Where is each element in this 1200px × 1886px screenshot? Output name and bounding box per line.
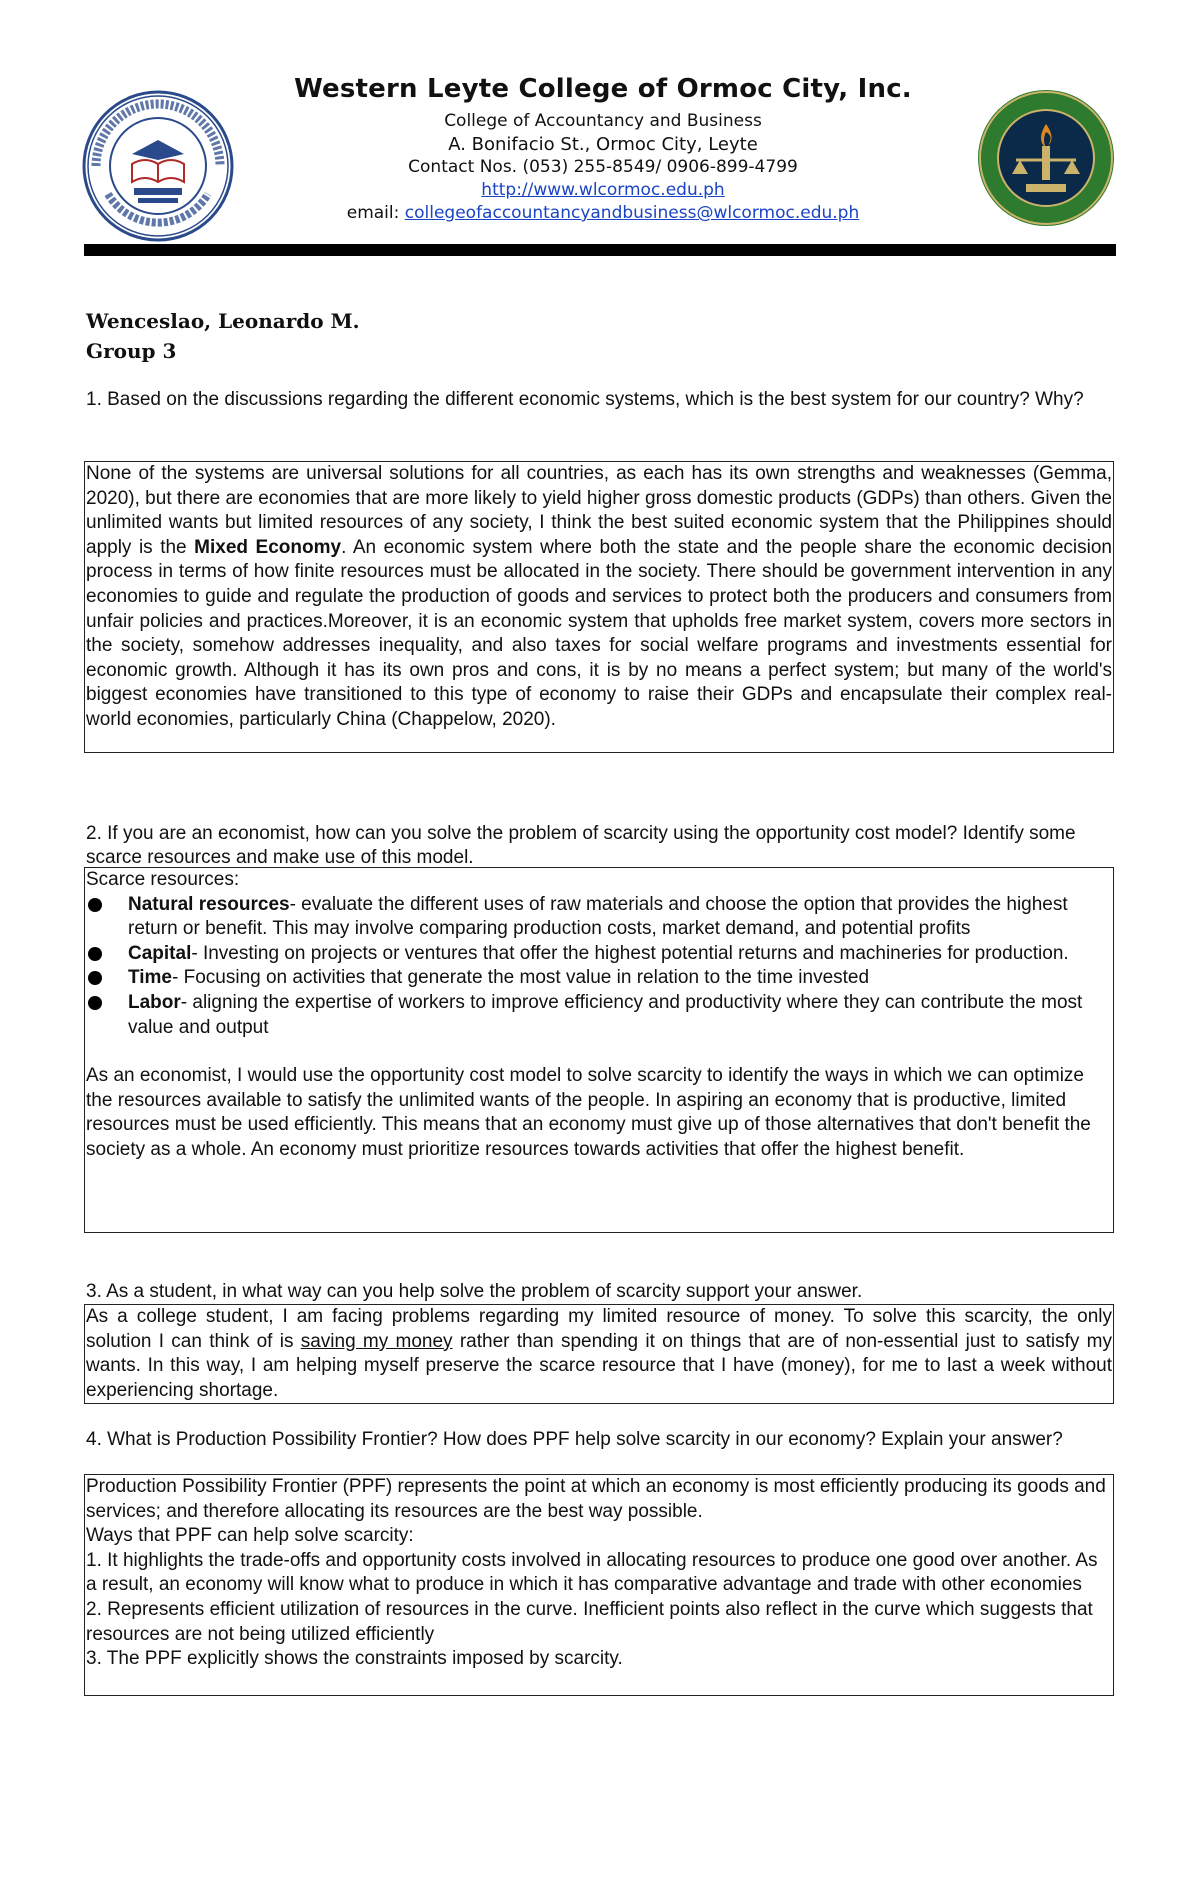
resource-desc: - Focusing on activities that generate the most value in relation to the time invested	[172, 967, 870, 989]
college-seal-icon	[82, 90, 234, 242]
resource-desc: - aligning the expertise of workers to improve efficiency and productivity where they can contribute the most value and output	[128, 991, 1083, 1038]
student-name: Wenceslao, Leonardo M.	[86, 309, 360, 333]
question-3: 3. As a student, in what way can you help solve the problem of scarcity support your answer.	[86, 1281, 863, 1302]
list-item	[86, 966, 1112, 991]
group-label: Group 3	[86, 339, 177, 363]
ppf-way-1: 1. It highlights the trade-offs and opportunity costs involved in allocating resources to produce one good over another. As a result, an economy will know what to produce in which it has comparative advantage and trade with other economies	[86, 1549, 1098, 1596]
email-link[interactable]: collegeofaccountancyandbusiness@wlcormoc.edu.ph	[404, 203, 860, 223]
answer-1-bold: Mixed Economy	[194, 536, 342, 558]
answer-2-conclusion: As an economist, I would use the opportunity cost model to solve scarcity to identify the ways in which we can optimize the resources available to satisfy the unlimited wants of the people. In aspiring an economy that is productive, limited resources must be used efficiently. This means that an economy must give up of those alternatives that don't benefit the society as a whole. An economy must prioritize resources towards activities that offer the highest benefit.	[86, 1065, 1091, 1160]
resource-desc: - evaluate the different uses of raw materials and choose the option that provides the highest return or benefit. This may involve comparing production costs, market demand, and potential profits	[128, 893, 1068, 940]
answer-3-underlined: saving my money	[300, 1330, 453, 1352]
list-item	[86, 942, 1112, 967]
ppf-way-3: 3. The PPF explicitly shows the constraints imposed by scarcity.	[86, 1648, 623, 1670]
accountancy-seal-icon	[976, 88, 1116, 228]
answer-4-box	[84, 1474, 1114, 1696]
list-item	[86, 991, 1112, 1040]
bullet-icon	[88, 996, 102, 1010]
email-label: email:	[346, 203, 405, 223]
question-1: 1. Based on the discussions regarding the different economic systems, which is the best system for our country? Why?	[86, 389, 1084, 410]
header-rule	[84, 244, 1116, 256]
letterhead	[80, 60, 1116, 250]
ppf-way-2: 2. Represents efficient utilization of resources in the curve. Inefficient points also reflect in the curve which suggests that resources are not being utilized efficiently	[86, 1598, 1093, 1645]
bullet-icon	[88, 971, 102, 985]
answer-1-box	[84, 461, 1114, 753]
student-info	[86, 306, 360, 366]
answer-3-text-b: rather than spending it on things that are of non-essential just to satisfy my wants. In this way, I am helping myself preserve the scarce resource that I have (money), for me to last a week without experiencing shortage.	[86, 1330, 1113, 1401]
question-4: 4. What is Production Possibility Frontier? How does PPF help solve scarcity in our economy? Explain your answer?	[86, 1429, 1063, 1450]
bullet-icon	[88, 898, 102, 912]
ppf-definition: Production Possibility Frontier (PPF) represents the point at which an economy is most efficiently producing its goods and services; and therefore allocating its resources are the best way possible.	[86, 1476, 1106, 1522]
contact-numbers: Contact Nos. (053) 255-8549/ 0906-899-4799	[408, 157, 798, 177]
letterhead-text	[240, 74, 966, 225]
college-name: College of Accountancy and Business	[444, 111, 762, 131]
scarce-resources-intro: Scarce resources:	[86, 869, 240, 890]
answer-3-text-a: As a college student, I am facing problems regarding my limited resource of money. To solve this scarcity, the only solution I can think of is	[86, 1306, 1112, 1352]
question-2: 2. If you are an economist, how can you solve the problem of scarcity using the opportunity cost model? Identify some scarce resources and make use of this model.	[86, 823, 1076, 868]
scarce-resources-list	[86, 893, 1112, 1041]
resource-desc: - Investing on projects or ventures that offer the highest potential returns and machineries for production.	[191, 942, 1069, 964]
website-link[interactable]: http://www.wlcormoc.edu.ph	[481, 180, 725, 200]
address: A. Bonifacio St., Ormoc City, Leyte	[448, 134, 758, 155]
answer-1-text-a: None of the systems are universal solutions for all countries, as each has its own strengths and weaknesses (Gemma, 2020), but there are economies that are more likely to yield higher gross domestic products (GDPs) than others. Given the unlimited wants but limited resources of any society, I think the best suited economic system that the Philippines should apply is the	[86, 463, 1112, 558]
resource-term: Time	[128, 967, 173, 989]
ppf-ways-heading: Ways that PPF can help solve scarcity:	[86, 1525, 414, 1547]
answer-1-text-b: . An economic system where both the state and the people share the economic decision process in terms of how finite resources must be allocated in the society. There should be government intervention in any economies to guide and regulate the production of goods and services to protect both the producers and consumers from unfair policies and practices.Moreover, it is an economic system that upholds free market system, covers more sectors in the society, somehow addresses inequality, and also taxes for social welfare programs and investments essential for economic growth. Although it has its own pros and cons, it is by no means a perfect system; but many of the world's biggest economies have transitioned to this type of economy to raise their GDPs and encapsulate their complex real-world economies, particularly China (Chappelow, 2020).	[86, 536, 1112, 730]
resource-term: Labor	[128, 991, 181, 1013]
bullet-icon	[88, 947, 102, 961]
resource-term: Natural resources	[128, 893, 290, 915]
list-item	[86, 893, 1112, 942]
resource-term: Capital	[128, 942, 192, 964]
answer-3-box	[84, 1304, 1114, 1404]
answer-2-box	[84, 867, 1114, 1233]
institution-title: Western Leyte College of Ormoc City, Inc.	[294, 74, 912, 104]
